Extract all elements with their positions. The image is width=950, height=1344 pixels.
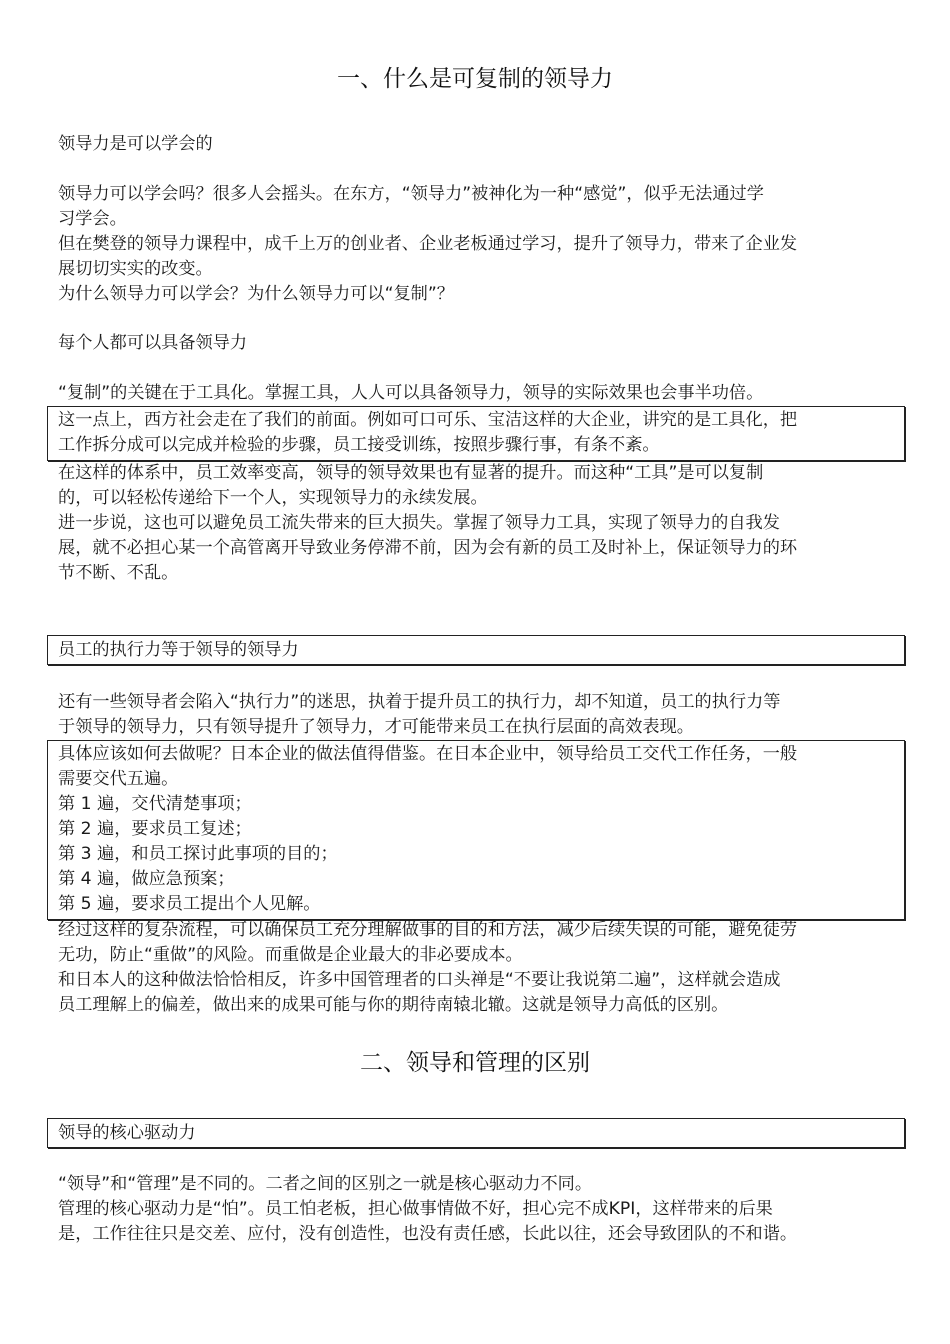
box-heading: 员工的执行力等于领导的领导力 xyxy=(58,640,299,660)
highlight-box-japan xyxy=(47,740,905,920)
subheading-everyone: 每个人都可以具备领导力 xyxy=(58,333,248,353)
box-line: 需要交代五遍。 xyxy=(58,769,179,789)
box-line: 第 3 遍，和员工探讨此事项的目的； xyxy=(58,844,338,864)
box-heading: 领导的核心驱动力 xyxy=(58,1123,196,1143)
paragraph-line: 进一步说，这也可以避免员工流失带来的巨大损失。掌握了领导力工具，实现了领导力的自我发 xyxy=(58,513,780,533)
section2-title: 二、领导和管理的区别 xyxy=(360,1050,590,1076)
paragraph-line: 展，就不必担心某一个高管离开导致业务停滞不前，因为会有新的员工及时补上，保证领导力的环 xyxy=(58,538,798,558)
box-line: 工作拆分成可以完成并检验的步骤，员工接受训练，按照步骤行事，有条不紊。 xyxy=(58,435,660,455)
box-line: 第 2 遍，要求员工复述； xyxy=(58,819,252,839)
paragraph-line: 还有一些领导者会陷入“执行力”的迷思，执着于提升员工的执行力，却不知道，员工的执行力等 xyxy=(58,692,781,712)
subheading-box-execution xyxy=(47,635,905,665)
paragraph-line: “领导”和“管理”是不同的。二者之间的区别之一就是核心驱动力不同。 xyxy=(58,1174,593,1194)
paragraph-line: 和日本人的这种做法恰恰相反，许多中国管理者的口头禅是“不要让我说第二遍”，这样就会造成 xyxy=(58,970,781,990)
paragraph-line: 经过这样的复杂流程，可以确保员工充分理解做事的目的和方法，减少后续失误的可能，避免徒劳 xyxy=(58,920,798,940)
highlight-box-western xyxy=(47,406,905,461)
paragraph-line: 的，可以轻松传递给下一个人，实现领导力的永续发展。 xyxy=(58,488,488,508)
subheading-learnable: 领导力是可以学会的 xyxy=(58,134,213,154)
paragraph-line: “复制”的关键在于工具化。掌握工具，人人可以具备领导力，领导的实际效果也会事半功倍。 xyxy=(58,383,764,403)
paragraph-line: 员工理解上的偏差，做出来的成果可能与你的期待南辕北辙。这就是领导力高低的区别。 xyxy=(58,995,729,1015)
paragraph-line: 节不断、不乱。 xyxy=(58,563,179,583)
paragraph-line: 但在樊登的领导力课程中，成千上万的创业者、企业老板通过学习，提升了领导力，带来了企业发 xyxy=(58,234,798,254)
section1-title: 一、什么是可复制的领导力 xyxy=(337,66,613,92)
box-line: 第 1 遍，交代清楚事项； xyxy=(58,794,252,814)
paragraph-line: 展切切实实的改变。 xyxy=(58,259,213,279)
box-line: 具体应该如何去做呢？日本企业的做法值得借鉴。在日本企业中，领导给员工交代工作任务，一般 xyxy=(58,744,798,764)
subheading-box-core-drive xyxy=(47,1118,905,1148)
paragraph-line: 为什么领导力可以学会？为什么领导力可以“复制”？ xyxy=(58,284,454,304)
box-line: 第 4 遍，做应急预案； xyxy=(58,869,235,889)
paragraph-line: 习学会。 xyxy=(58,209,127,229)
paragraph-line: 是，工作往往只是交差、应付，没有创造性，也没有责任感，长此以往，还会导致团队的不和谐。 xyxy=(58,1224,798,1244)
paragraph-line: 在这样的体系中，员工效率变高，领导的领导效果也有显著的提升。而这种“工具”是可以复制 xyxy=(58,463,764,483)
box-line: 这一点上，西方社会走在了我们的前面。例如可口可乐、宝洁这样的大企业，讲究的是工具化，把 xyxy=(58,410,798,430)
paragraph-line: 于领导的领导力，只有领导提升了领导力，才可能带来员工在执行层面的高效表现。 xyxy=(58,717,694,737)
box-line: 第 5 遍，要求员工提出个人见解。 xyxy=(58,894,321,914)
paragraph-line: 领导力可以学会吗？很多人会摇头。在东方，“领导力”被神化为一种“感觉”，似乎无法通过学 xyxy=(58,184,764,204)
paragraph-line: 管理的核心驱动力是“怕”。员工怕老板，担心做事情做不好，担心完不成KPI，这样带来的后果 xyxy=(58,1199,773,1219)
paragraph-line: 无功，防止“重做”的风险。而重做是企业最大的非必要成本。 xyxy=(58,945,523,965)
